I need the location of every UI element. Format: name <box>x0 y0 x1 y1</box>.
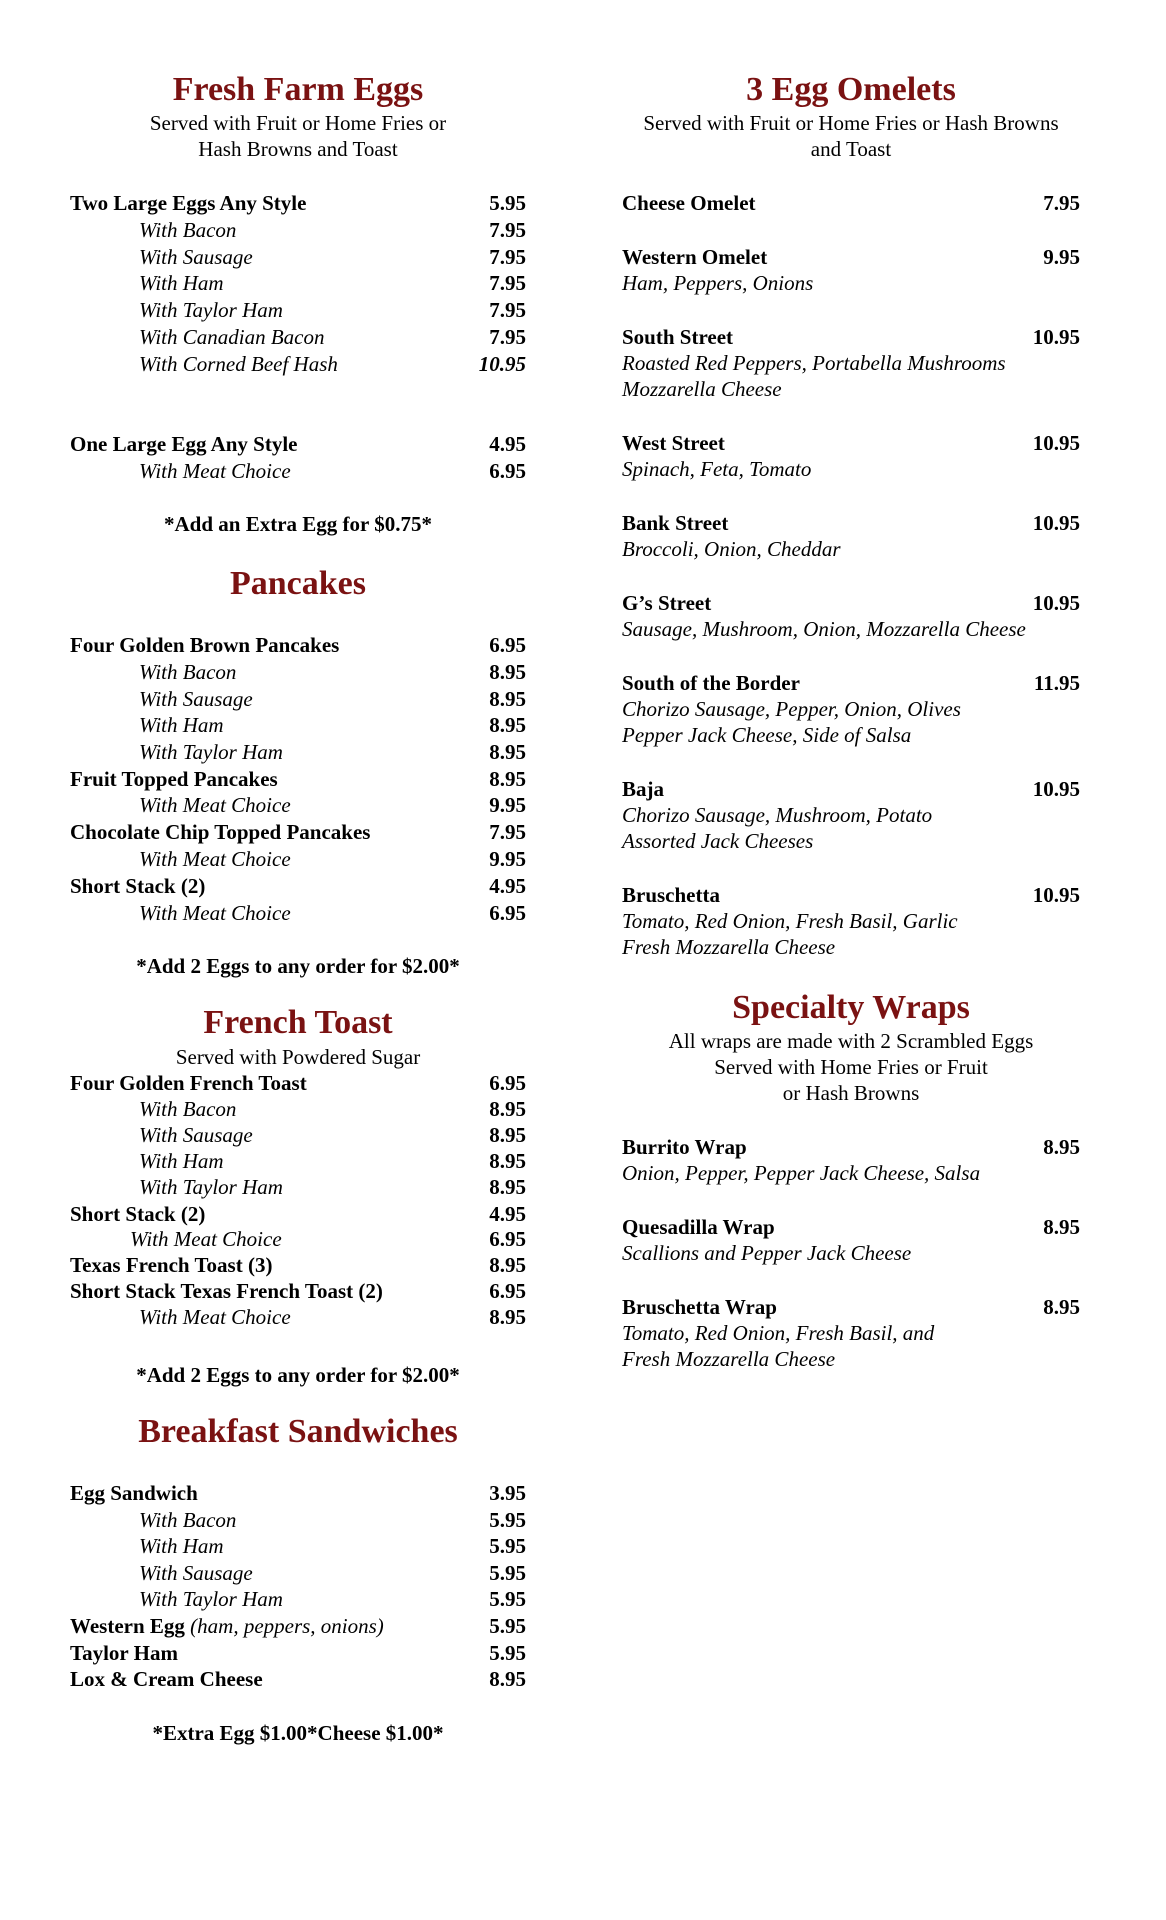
item-name: Burrito Wrap <box>622 1135 747 1159</box>
wraps-subtitle-3: or Hash Browns <box>782 1081 920 1105</box>
item-price: 4.95 <box>489 874 526 898</box>
item-name: Four Golden Brown Pancakes <box>70 633 340 657</box>
menu-option <box>70 324 526 350</box>
option-price: 5.95 <box>489 1534 526 1558</box>
menu-item <box>70 1613 526 1639</box>
option-price: 8.95 <box>489 687 526 711</box>
item-price: 10.95 <box>1032 777 1080 801</box>
item-name-text: Western Egg <box>70 1614 185 1638</box>
item-description: Chorizo Sausage, Pepper, Onion, Olives <box>622 697 961 721</box>
option-price: 6.95 <box>489 459 526 483</box>
menu-option <box>70 846 526 872</box>
menu-option <box>70 1122 526 1148</box>
menu-item <box>622 882 1080 908</box>
item-price: 7.95 <box>489 820 526 844</box>
eggs-subtitle-1: Served with Fruit or Home Fries or <box>149 111 447 135</box>
sandwiches-note: *Extra Egg $1.00*Cheese $1.00* <box>152 1721 444 1745</box>
item-price: 8.95 <box>489 1253 526 1277</box>
item-name: South of the Border <box>622 671 800 695</box>
menu-item <box>622 190 1080 216</box>
menu-item <box>70 1480 526 1506</box>
section-title-wraps: Specialty Wraps <box>732 989 970 1026</box>
section-title-eggs: Fresh Farm Eggs <box>172 71 424 108</box>
option-name: With Sausage <box>139 245 253 269</box>
menu-item <box>622 590 1080 616</box>
item-description: Assorted Jack Cheeses <box>622 829 814 853</box>
option-price: 8.95 <box>489 713 526 737</box>
menu-option <box>70 739 526 765</box>
option-price: 5.95 <box>489 1508 526 1532</box>
option-name: With Ham <box>139 1149 224 1173</box>
menu-option <box>70 1560 526 1586</box>
option-name: With Meat Choice <box>139 793 291 817</box>
item-description: Fresh Mozzarella Cheese <box>622 1347 836 1371</box>
menu-item <box>70 819 526 845</box>
option-price: 9.95 <box>489 847 526 871</box>
menu-option <box>70 1226 526 1252</box>
menu-option <box>70 1507 526 1533</box>
section-title-omelets: 3 Egg Omelets <box>746 71 956 108</box>
item-name: South Street <box>622 325 734 349</box>
menu-option <box>70 659 526 685</box>
option-price: 9.95 <box>489 793 526 817</box>
item-name: Four Golden French Toast <box>70 1071 307 1095</box>
menu-item <box>622 1134 1080 1160</box>
section-title-french-toast: French Toast <box>203 1004 393 1041</box>
option-price: 7.95 <box>489 271 526 295</box>
option-name: With Meat Choice <box>139 847 291 871</box>
option-name: With Corned Beef Hash <box>139 352 338 376</box>
item-price: 8.95 <box>1043 1135 1080 1159</box>
menu-item <box>70 766 526 792</box>
menu-option <box>70 1096 526 1122</box>
eggs-subtitle-2: Hash Browns and Toast <box>198 137 398 161</box>
menu-item <box>70 1640 526 1666</box>
section-title-pancakes: Pancakes <box>230 565 366 602</box>
option-price: 7.95 <box>489 245 526 269</box>
item-description: Onion, Pepper, Pepper Jack Cheese, Salsa <box>622 1161 981 1185</box>
menu-option <box>70 270 526 296</box>
menu-option <box>70 458 526 484</box>
menu-option <box>70 900 526 926</box>
menu-item <box>70 1666 526 1692</box>
option-name: With Taylor Ham <box>139 298 283 322</box>
item-price: 4.95 <box>489 432 526 456</box>
menu-option <box>70 297 526 323</box>
option-name: With Meat Choice <box>139 459 291 483</box>
menu-item <box>622 776 1080 802</box>
option-name: With Ham <box>139 271 224 295</box>
item-name: Quesadilla Wrap <box>622 1215 775 1239</box>
menu-option <box>70 686 526 712</box>
item-price: 6.95 <box>489 1071 526 1095</box>
item-name: West Street <box>622 431 725 455</box>
option-price: 8.95 <box>489 660 526 684</box>
option-name: With Sausage <box>139 687 253 711</box>
menu-option <box>70 1148 526 1174</box>
item-name: Bruschetta <box>622 883 720 907</box>
eggs-note: *Add an Extra Egg for $0.75* <box>164 512 432 536</box>
item-description: Roasted Red Peppers, Portabella Mushrooms <box>622 351 1006 375</box>
option-price: 8.95 <box>489 1175 526 1199</box>
item-price: 8.95 <box>1043 1215 1080 1239</box>
item-description: Chorizo Sausage, Mushroom, Potato <box>622 803 933 827</box>
item-name: Baja <box>622 777 664 801</box>
item-name: Bank Street <box>622 511 729 535</box>
option-name: With Sausage <box>139 1561 253 1585</box>
menu-item <box>622 510 1080 536</box>
option-name: With Meat Choice <box>130 1227 282 1251</box>
option-name: With Taylor Ham <box>139 740 283 764</box>
menu-option <box>70 1174 526 1200</box>
option-name: With Bacon <box>139 660 237 684</box>
item-description: Mozzarella Cheese <box>622 377 782 401</box>
option-price: 8.95 <box>489 1149 526 1173</box>
option-name: With Ham <box>139 1534 224 1558</box>
item-name: Cheese Omelet <box>622 191 756 215</box>
menu-item <box>622 670 1080 696</box>
option-price: 8.95 <box>489 1123 526 1147</box>
option-name: With Sausage <box>139 1123 253 1147</box>
wraps-subtitle-1: All wraps are made with 2 Scrambled Eggs <box>668 1029 1034 1053</box>
item-name: Two Large Eggs Any Style <box>70 191 307 215</box>
option-price: 7.95 <box>489 325 526 349</box>
item-name <box>70 1613 384 1639</box>
item-price: 10.95 <box>1032 325 1080 349</box>
option-price: 6.95 <box>489 1227 526 1251</box>
item-name: Short Stack (2) <box>70 874 206 898</box>
item-price: 8.95 <box>1043 1295 1080 1319</box>
menu-item <box>622 1214 1080 1240</box>
french-toast-note: *Add 2 Eggs to any order for $2.00* <box>136 1363 460 1387</box>
omelets-subtitle-2: and Toast <box>810 137 892 161</box>
option-name: With Ham <box>139 713 224 737</box>
menu-item <box>622 324 1080 350</box>
item-description: Fresh Mozzarella Cheese <box>622 935 836 959</box>
item-description: Pepper Jack Cheese, Side of Salsa <box>622 723 912 747</box>
item-name: Chocolate Chip Topped Pancakes <box>70 820 371 844</box>
option-price: 5.95 <box>489 1561 526 1585</box>
omelets-subtitle-1: Served with Fruit or Home Fries or Hash Browns <box>643 111 1059 135</box>
item-name-extra: (ham, peppers, onions) <box>190 1614 384 1638</box>
item-price: 9.95 <box>1043 245 1080 269</box>
option-price: 10.95 <box>478 352 526 376</box>
item-name: Texas French Toast (3) <box>70 1253 273 1277</box>
menu-item <box>70 1070 526 1096</box>
option-price: 8.95 <box>489 1097 526 1121</box>
menu-option <box>70 244 526 270</box>
item-price: 5.95 <box>489 1641 526 1665</box>
menu-option <box>70 351 526 377</box>
item-name: Short Stack Texas French Toast (2) <box>70 1279 383 1303</box>
item-name: G’s Street <box>622 591 712 615</box>
menu-item <box>70 1252 526 1278</box>
item-price: 6.95 <box>489 1279 526 1303</box>
item-price: 8.95 <box>489 767 526 791</box>
item-price: 3.95 <box>489 1481 526 1505</box>
menu-item <box>622 244 1080 270</box>
menu-item <box>622 430 1080 456</box>
item-price: 11.95 <box>1033 671 1080 695</box>
menu-option <box>70 217 526 243</box>
pancakes-note: *Add 2 Eggs to any order for $2.00* <box>136 954 460 978</box>
option-price: 7.95 <box>489 218 526 242</box>
option-name: With Taylor Ham <box>139 1175 283 1199</box>
item-price: 8.95 <box>489 1667 526 1691</box>
item-price: 10.95 <box>1032 591 1080 615</box>
option-name: With Bacon <box>139 1508 237 1532</box>
option-price: 5.95 <box>489 1587 526 1611</box>
item-description: Sausage, Mushroom, Onion, Mozzarella Cheese <box>622 617 1026 641</box>
item-name: Short Stack (2) <box>70 1202 206 1226</box>
menu-item <box>70 873 526 899</box>
menu-item <box>70 1278 526 1304</box>
menu-item <box>622 1294 1080 1320</box>
menu-item <box>70 190 526 216</box>
option-price: 8.95 <box>489 740 526 764</box>
item-name: Fruit Topped Pancakes <box>70 767 278 791</box>
option-name: With Bacon <box>139 218 237 242</box>
menu-option <box>70 1304 526 1330</box>
option-price: 6.95 <box>489 901 526 925</box>
item-description: Tomato, Red Onion, Fresh Basil, Garlic <box>622 909 958 933</box>
wraps-subtitle-2: Served with Home Fries or Fruit <box>714 1055 988 1079</box>
menu-item <box>70 632 526 658</box>
menu-item <box>70 1201 526 1227</box>
item-description: Broccoli, Onion, Cheddar <box>622 537 841 561</box>
menu-option <box>70 792 526 818</box>
item-description: Ham, Peppers, Onions <box>622 271 814 295</box>
item-description: Tomato, Red Onion, Fresh Basil, and <box>622 1321 935 1345</box>
item-description: Spinach, Feta, Tomato <box>622 457 812 481</box>
option-name: With Meat Choice <box>139 1305 291 1329</box>
item-name: Bruschetta Wrap <box>622 1295 777 1319</box>
option-name: With Canadian Bacon <box>139 325 325 349</box>
french-toast-subtitle: Served with Powdered Sugar <box>175 1045 421 1069</box>
item-price: 10.95 <box>1032 431 1080 455</box>
item-description: Scallions and Pepper Jack Cheese <box>622 1241 912 1265</box>
option-price: 7.95 <box>489 298 526 322</box>
item-price: 7.95 <box>1043 191 1080 215</box>
item-name: Lox & Cream Cheese <box>70 1667 263 1691</box>
menu-option <box>70 1586 526 1612</box>
option-name: With Meat Choice <box>139 901 291 925</box>
item-price: 10.95 <box>1032 883 1080 907</box>
item-price: 5.95 <box>489 1614 526 1638</box>
item-name: One Large Egg Any Style <box>70 432 298 456</box>
section-title-sandwiches: Breakfast Sandwiches <box>138 1413 458 1450</box>
item-name: Egg Sandwich <box>70 1481 198 1505</box>
item-price: 10.95 <box>1032 511 1080 535</box>
option-name: With Bacon <box>139 1097 237 1121</box>
item-name: Western Omelet <box>622 245 768 269</box>
option-name: With Taylor Ham <box>139 1587 283 1611</box>
item-price: 5.95 <box>489 191 526 215</box>
menu-option <box>70 712 526 738</box>
menu-item <box>70 431 526 457</box>
menu-option <box>70 1533 526 1559</box>
item-name: Taylor Ham <box>70 1641 178 1665</box>
item-price: 4.95 <box>489 1202 526 1226</box>
option-price: 8.95 <box>489 1305 526 1329</box>
item-price: 6.95 <box>489 633 526 657</box>
